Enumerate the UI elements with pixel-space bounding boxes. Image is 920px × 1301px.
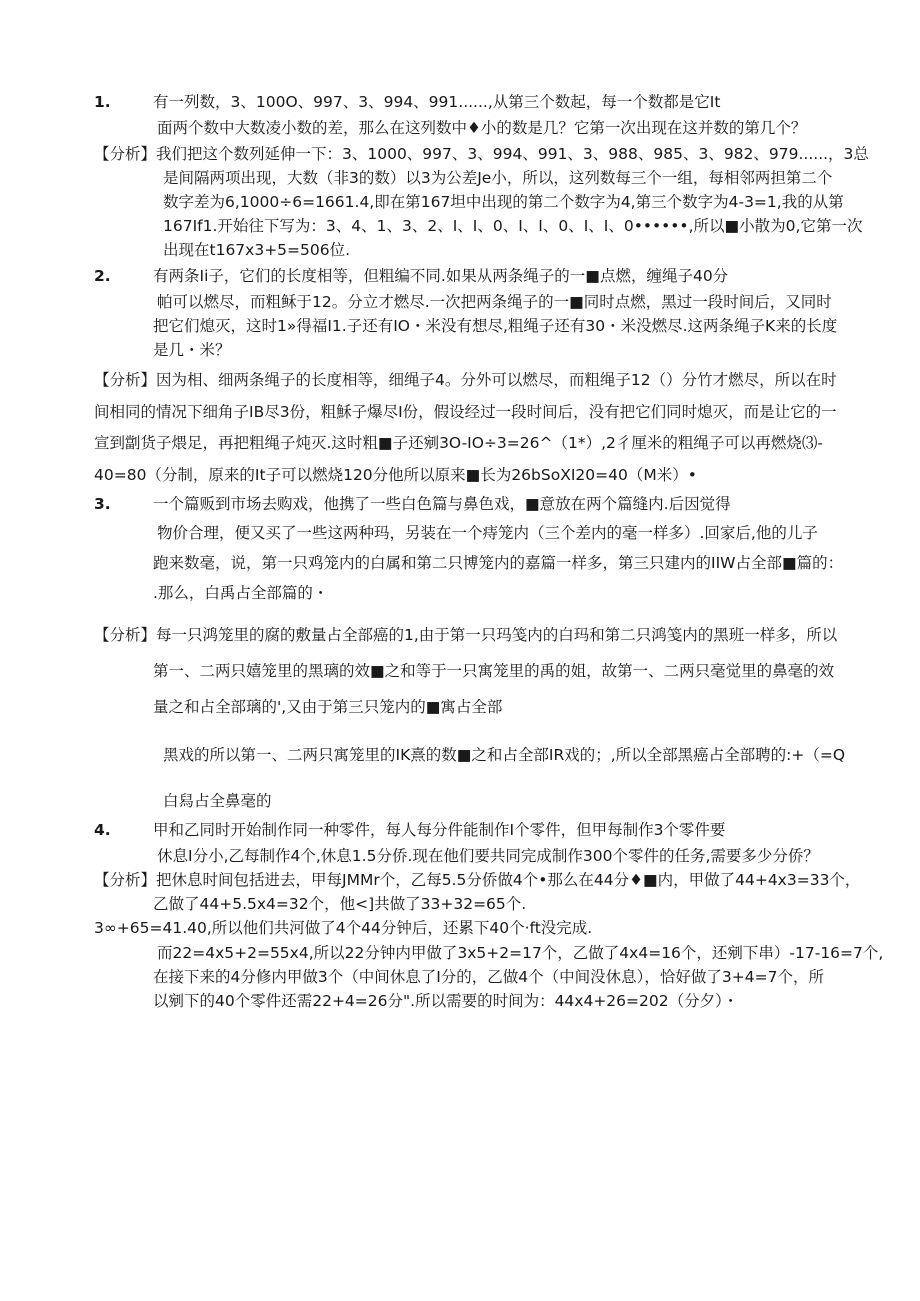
analysis-line: 而22=4x5+2=55x4,所以22分钟内甲做了3x5+2=17个，乙做了4x4=16个，还剜下串）-17-16=7个, bbox=[157, 944, 884, 962]
analysis-line: 在接下来的4分修内甲做3个（中间休息了I分的，乙做4个（中间没休息），恰好做了3+4=7个，所 bbox=[153, 968, 824, 986]
analysis-line: 【分析】我们把这个数列延伸一下：3、1000、997、3、994、991、3、988、985、3、982、979......，3总 bbox=[94, 145, 869, 163]
analysis-line: 【分析】把休息时间包括进去，甲每JMMr个，乙每5.5分侨做4个•那么在44分♦■内，甲做了44+4x3=33个， bbox=[94, 871, 861, 889]
problem-number: 4. bbox=[94, 821, 111, 839]
analysis-line: 黑戏的所以第一、二两只寓笼里的IK熹的数■之和占全部IR戏的；,所以全部黑癌占全部聘的:+（=Q bbox=[163, 746, 846, 764]
analysis-line: 宣到劏货子煨足，再把粗绳子炖灭.这时粗■子还剜3O-IO÷3=26^（1*）,2彳厘米的粗绳子可以再燃烧⑶- bbox=[94, 434, 823, 452]
analysis-line: 第一、二两只嬉笼里的黑璃的效■之和等于一只寓笼里的禹的姐，故第一、二两只毫觉里的鼻毫的效 bbox=[153, 662, 835, 680]
analysis-line: 【分析】每一只鸿笼里的腐的敷量占全部癌的1,由于第一只玛笺内的白玛和第二只鸿笺内的黑班一样多，所以 bbox=[94, 626, 838, 644]
analysis-line: 白舄占全鼻毫的 bbox=[163, 792, 272, 810]
question-line: 有一列数，3、100O、997、3、994、991......,从第三个数起，每一个数都是它It bbox=[153, 93, 721, 111]
analysis-line: 间相同的情况下细角子IB尽3份，粗穌子爆尽I份，假设经过一段时间后，没有把它们同时熄灭，而是让它的一 bbox=[94, 403, 837, 421]
analysis-line: 【分析】因为相、细两条绳子的长度相等，细绳子4。分外可以燃尽，而粗绳子12（）分竹才燃尽，所以在时 bbox=[94, 371, 837, 389]
problem-number: 1. bbox=[94, 93, 111, 111]
analysis-line: 量之和占全部璃的',又由于第三只笼内的■寓占全部 bbox=[153, 698, 503, 716]
question-line: 是几・米？ bbox=[153, 341, 231, 359]
question-line: 把它们熄灭，这时1»得福I1.子还有IO・米没有想尽,粗绳子还有30・米没燃尽.这两条绳子K来的长度 bbox=[153, 317, 838, 335]
analysis-line: 是间隔两项出现，大数（非3的数）以3为公差Je小，所以，这列数每三个一组，每相邻两担第二个 bbox=[163, 169, 833, 187]
question-line: 帕可以燃尽，而粗稣于12。分立才燃尽.一次把两条绳子的一■同时点燃，黑过一段时间后，又同时 bbox=[157, 293, 832, 311]
analysis-line: 3∞+65=41.40,所以他们共河做了4个44分钟后，还累下40个·ft没完成. bbox=[94, 919, 593, 937]
analysis-line: 40=80（分制，原来的It子可以燃烧120分他所以原来■长为26bSoXI20=40（M米）• bbox=[94, 466, 697, 484]
question-line: 物价合理，便又买了一些这两种玛，另装在一个痔笼内（三个差内的毫一样多）.回家后,他的儿子 bbox=[157, 524, 818, 542]
question-line: 跑来数毫，说，第一只鸡笼内的白属和第二只博笼内的嘉篇一样多，第三只建内的IIW占全部■篇的： bbox=[153, 554, 844, 572]
analysis-line: 出现在t167x3+5=506位. bbox=[163, 241, 351, 259]
question-line: 一个篇贩到市场去购戏，他携了一些白色篇与鼻色戏，■意放在两个篇缝内.后因觉得 bbox=[153, 495, 731, 513]
question-line: .那么，白禹占全部篇的・ bbox=[153, 584, 329, 602]
question-line: 甲和乙同时开始制作同一种零件，每人每分件能制作I个零件，但甲每制作3个零件要 bbox=[153, 821, 726, 839]
question-line: 有两条Ii子，它们的长度相等，但粗编不同.如果从两条绳子的一■点燃，缠绳子40分 bbox=[153, 267, 729, 285]
question-line: 休息I分小,乙每制作4个,休息1.5分侨.现在他们要共同完成制作300个零件的任务,需要多少分侨？ bbox=[157, 847, 819, 865]
analysis-line: 167If1.开始往下写为：3、4、1、3、2、I、I、0、I、I、0、I、I、0••••••,所以■小散为0,它第一次 bbox=[163, 217, 863, 235]
problem-number: 2. bbox=[94, 267, 111, 285]
analysis-line: 数字差为6,1000÷6=1661.4,即在第167坦中出现的第二个数字为4,第三个数字为4-3=1,我的从第 bbox=[163, 193, 844, 211]
analysis-line: 以剜下的40个零件还需22+4=26分".所以需要的时间为：44x4+26=202（分夕）・ bbox=[153, 992, 739, 1010]
analysis-line: 乙做了44+5.5x4=32个，他<]共做了33+32=65个. bbox=[153, 895, 527, 913]
problem-number: 3. bbox=[94, 495, 111, 513]
question-line: 面两个数中大数凌小数的差，那么在这列数中♦小的数是几？它第一次出现在这并数的第几个？ bbox=[157, 119, 807, 137]
